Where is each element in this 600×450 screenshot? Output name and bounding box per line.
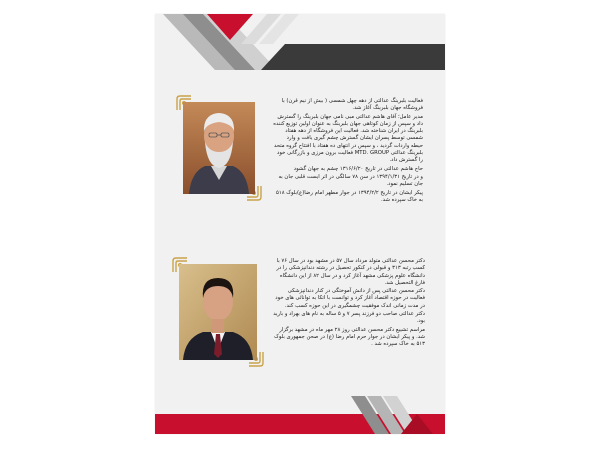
bottom-red-triangle [401,414,433,434]
paragraph: دکتر محسن عدالتی پس از دانش آموختگی در کنار دندانپزشکی فعالیت در حوزه اقتصاد آغاز کرد و توانست با اتکا به توانائی های خود در مدت زمانی اندک موفقیت چشمگیری در این حوزه کسب کند. [275,288,425,309]
bottom-gray-stripe-2 [367,396,405,434]
bottom-gray-stripe-1 [351,396,389,434]
bottom-gray-stripe-3 [383,396,421,434]
top-decoration [155,14,445,74]
bottom-red-band [155,414,445,434]
paragraph: پیکر ایشان در تاریخ ۱۳۹۴/۲/۲ در جوار مطهر امام رضا(ع)بلوک ۵۱۸ به خاک سپرده شد. [276,189,423,203]
paragraph: حاج هاشم عدالتی در تاریخ ۱۳۱۶/۶/۲۰ چشم به جهان گشود [293,165,423,172]
paragraph: مدیر عامل؛ آقای هاشم عدالتی مبی نامی جهان بلبرینگ را گسترش داد و سپس از زمان کوتاهی جهان بلبرینگ به عنوان اولین توزیع کننده بلبرینگ در ایران شناخته شد. فعالیت این فروشگاه از دهه هفتاد شمسی توسط پسران ایشان گسترش چشم گیری یافت و وارد حیطه واردات گردید ، و سپس در انتهای ده هفتاد با افتتاح گروه متحد بلبرینگ عدالتی MTD. GROUP فعالیت برون مرزی و بازرگانی خود را گسترش داد. [273,113,423,164]
paragraph: دکتر عدالتی صاحب دو فرزند پسر ۷ و ۵ ساله به نام های بهراد و بارید بود. [273,311,425,325]
bottom-decoration [155,14,445,434]
section-text-mohsen [273,258,425,350]
top-dark-band [261,44,445,70]
paragraph: و در تاریخ ۱۳۹۴/۱/۳۱ در سن ۷۸ سالگی در اثر ایست قلبی جان به جان تسلیم نمود. [278,173,423,188]
portrait-elder-photo [183,102,255,194]
document-page [155,14,445,434]
section-text-hashem [273,98,423,205]
portrait-frame-elder [179,98,259,198]
portrait-frame-young [175,260,261,364]
paragraph: دکتر محسن عدالتی متولد مرداد سال ۵۷ در مشهد بود در سال ۷۶ با کسب رتبه ۳۱۳ و قبولی در کنکور تحصیل در رشته دندانپزشکی را در دانشگاه علوم پزشکی مشهد آغاز کرد و در سال ۸۲ از این دانشگاه فارغ التحصیل شد. [276,258,425,286]
portrait-young-photo [179,264,257,360]
paragraph: مراسم تشییع دکتر محسن عدالتی روز ۲۸ مهر ماه در مشهد برگزار شد. و پیکر ایشان در جوار حرم امام رضا (ع) در صحن جمهوری بلوک ۵۱۳ به خاک سپرده شد . [274,326,425,348]
paragraph: فعالیت بلبرینگ عدالتی از دهه چهل شمسی ( بیش از نیم قرن) با فروشگاه جهان بلبرینگ آغاز شد. [281,98,423,112]
